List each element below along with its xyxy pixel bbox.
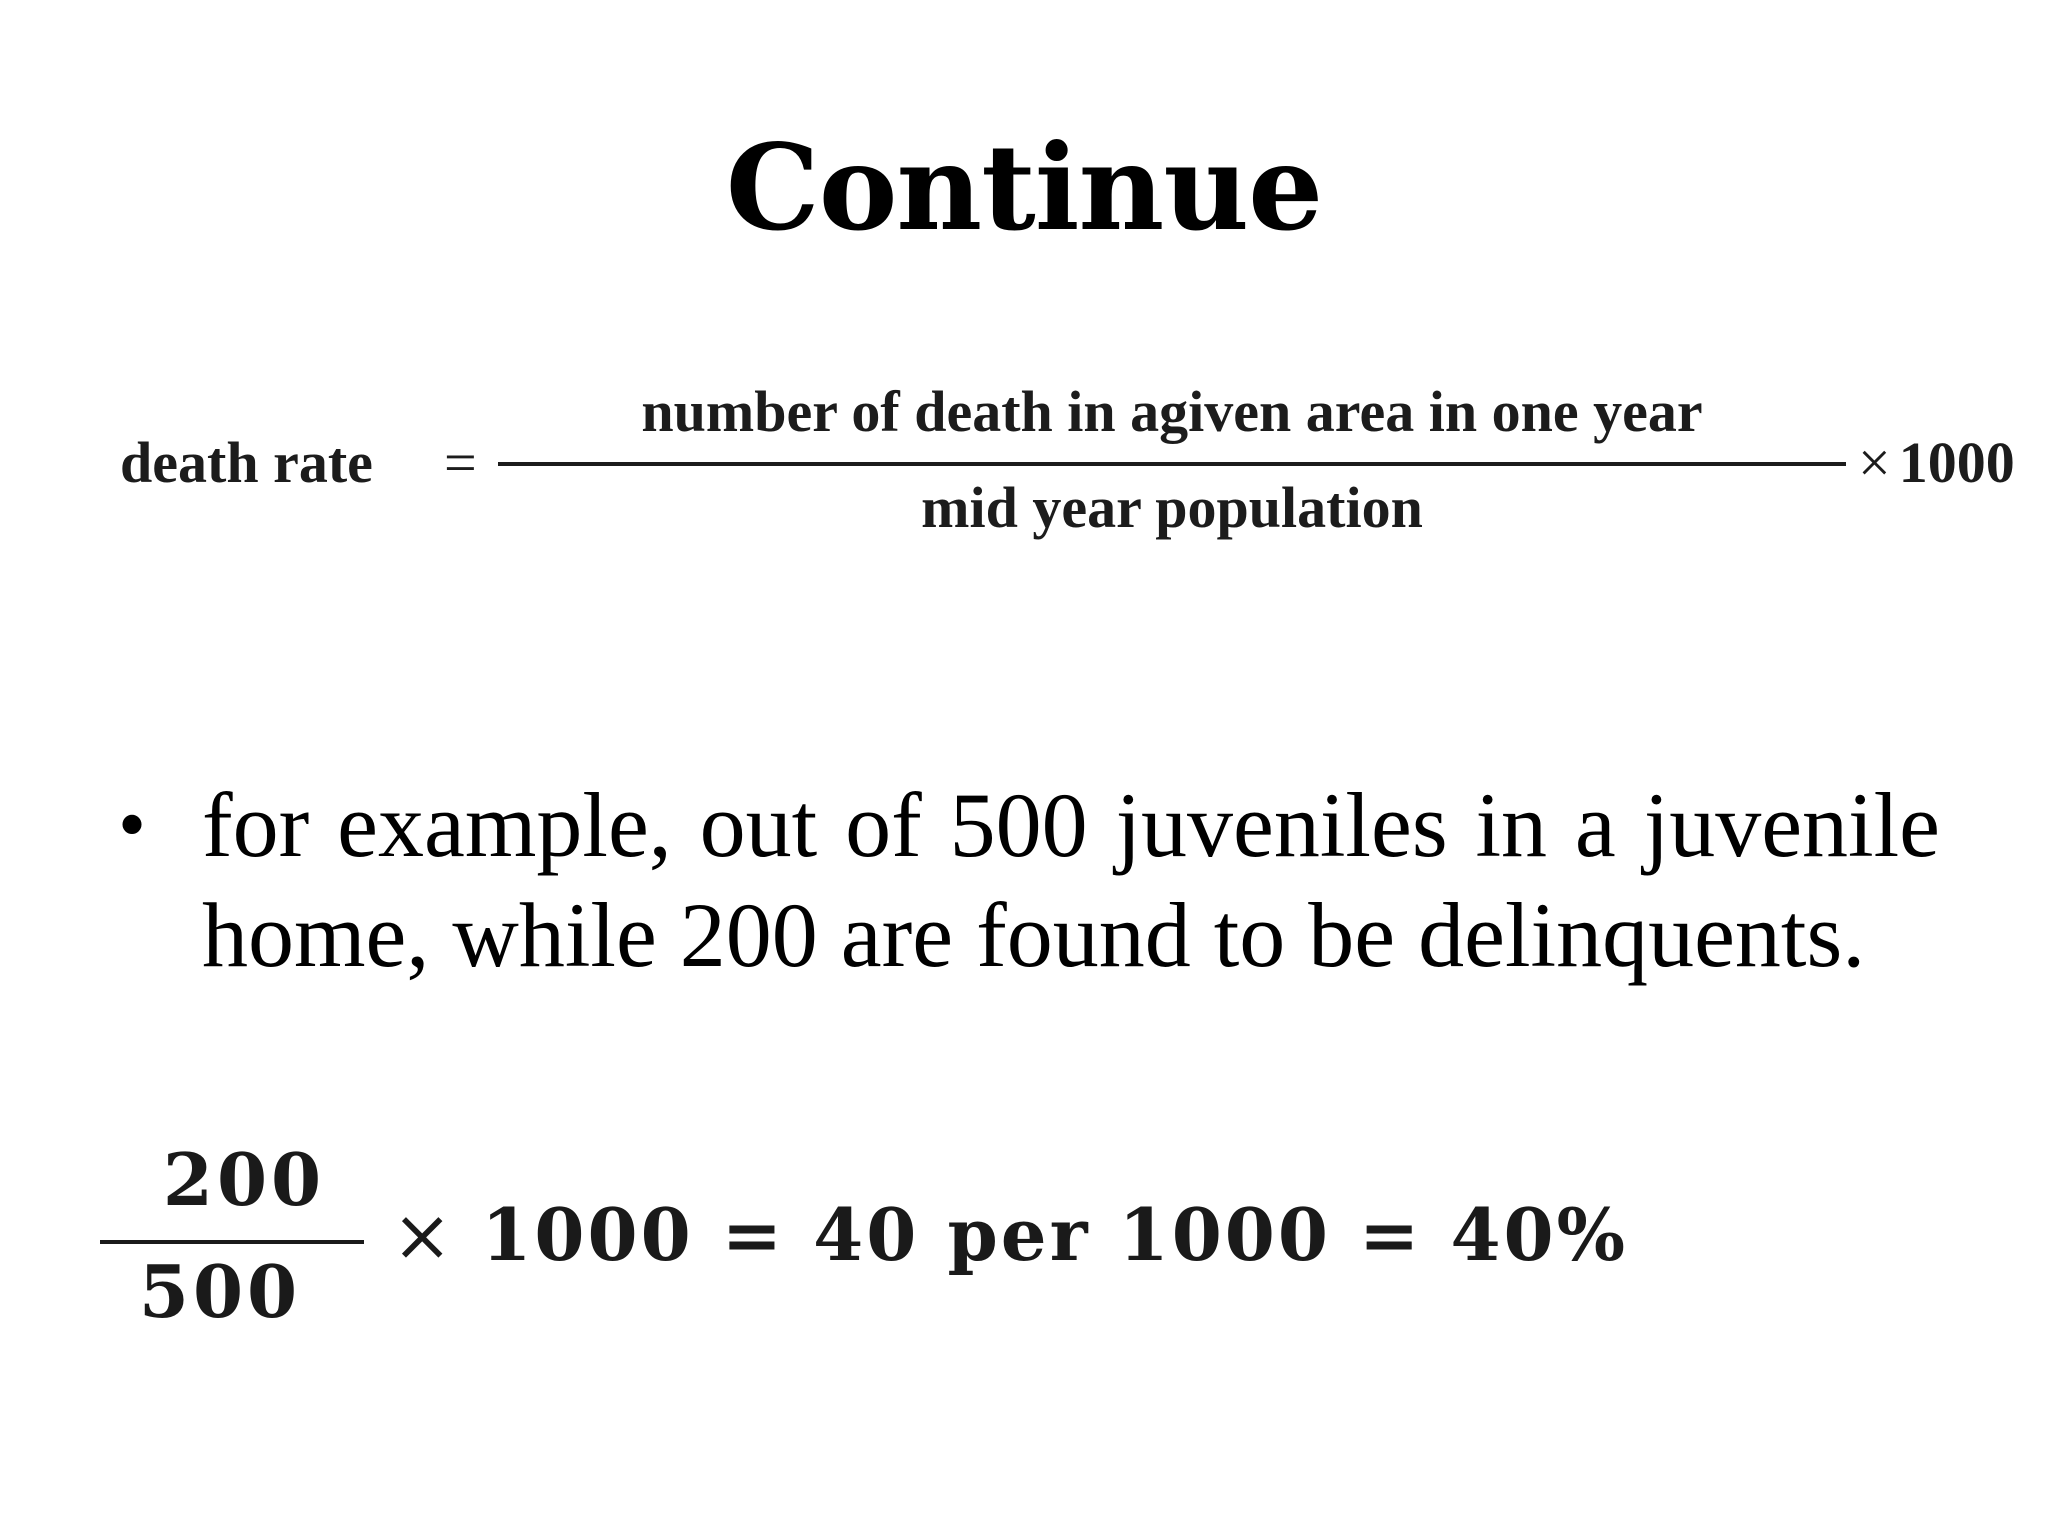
bullet-marker: • [118, 781, 147, 869]
formula-multiplier-group [1858, 430, 2015, 496]
example-result: 1000 = 40 per 1000 = 40% [481, 1192, 1629, 1277]
bullet-text: for example, out of 500 juveniles in a juvenile home, while 200 are found to be delinquents. [202, 774, 1940, 986]
bullet-item [118, 770, 1940, 990]
formula-multiplier: 1000 [1898, 430, 2015, 495]
formula-equals-sign: = [444, 430, 477, 495]
multiply-sign: × [1858, 430, 1891, 495]
formula-numerator: number of death in agiven area in one year [641, 379, 1703, 444]
fraction-bar [100, 1240, 364, 1244]
formula-denominator: mid year population [921, 475, 1423, 540]
formula-fraction [498, 380, 1846, 550]
formula-label: death rate [120, 430, 373, 495]
example-denominator: 500 [138, 1249, 302, 1334]
example-calculation [100, 1137, 1940, 1340]
example-result-group [392, 1190, 1628, 1280]
fraction-bar [498, 462, 1846, 466]
example-numerator: 200 [162, 1137, 326, 1222]
death-rate-formula [120, 379, 2015, 550]
slide-title: Continue [725, 118, 1323, 257]
multiply-sign: × [392, 1193, 456, 1277]
